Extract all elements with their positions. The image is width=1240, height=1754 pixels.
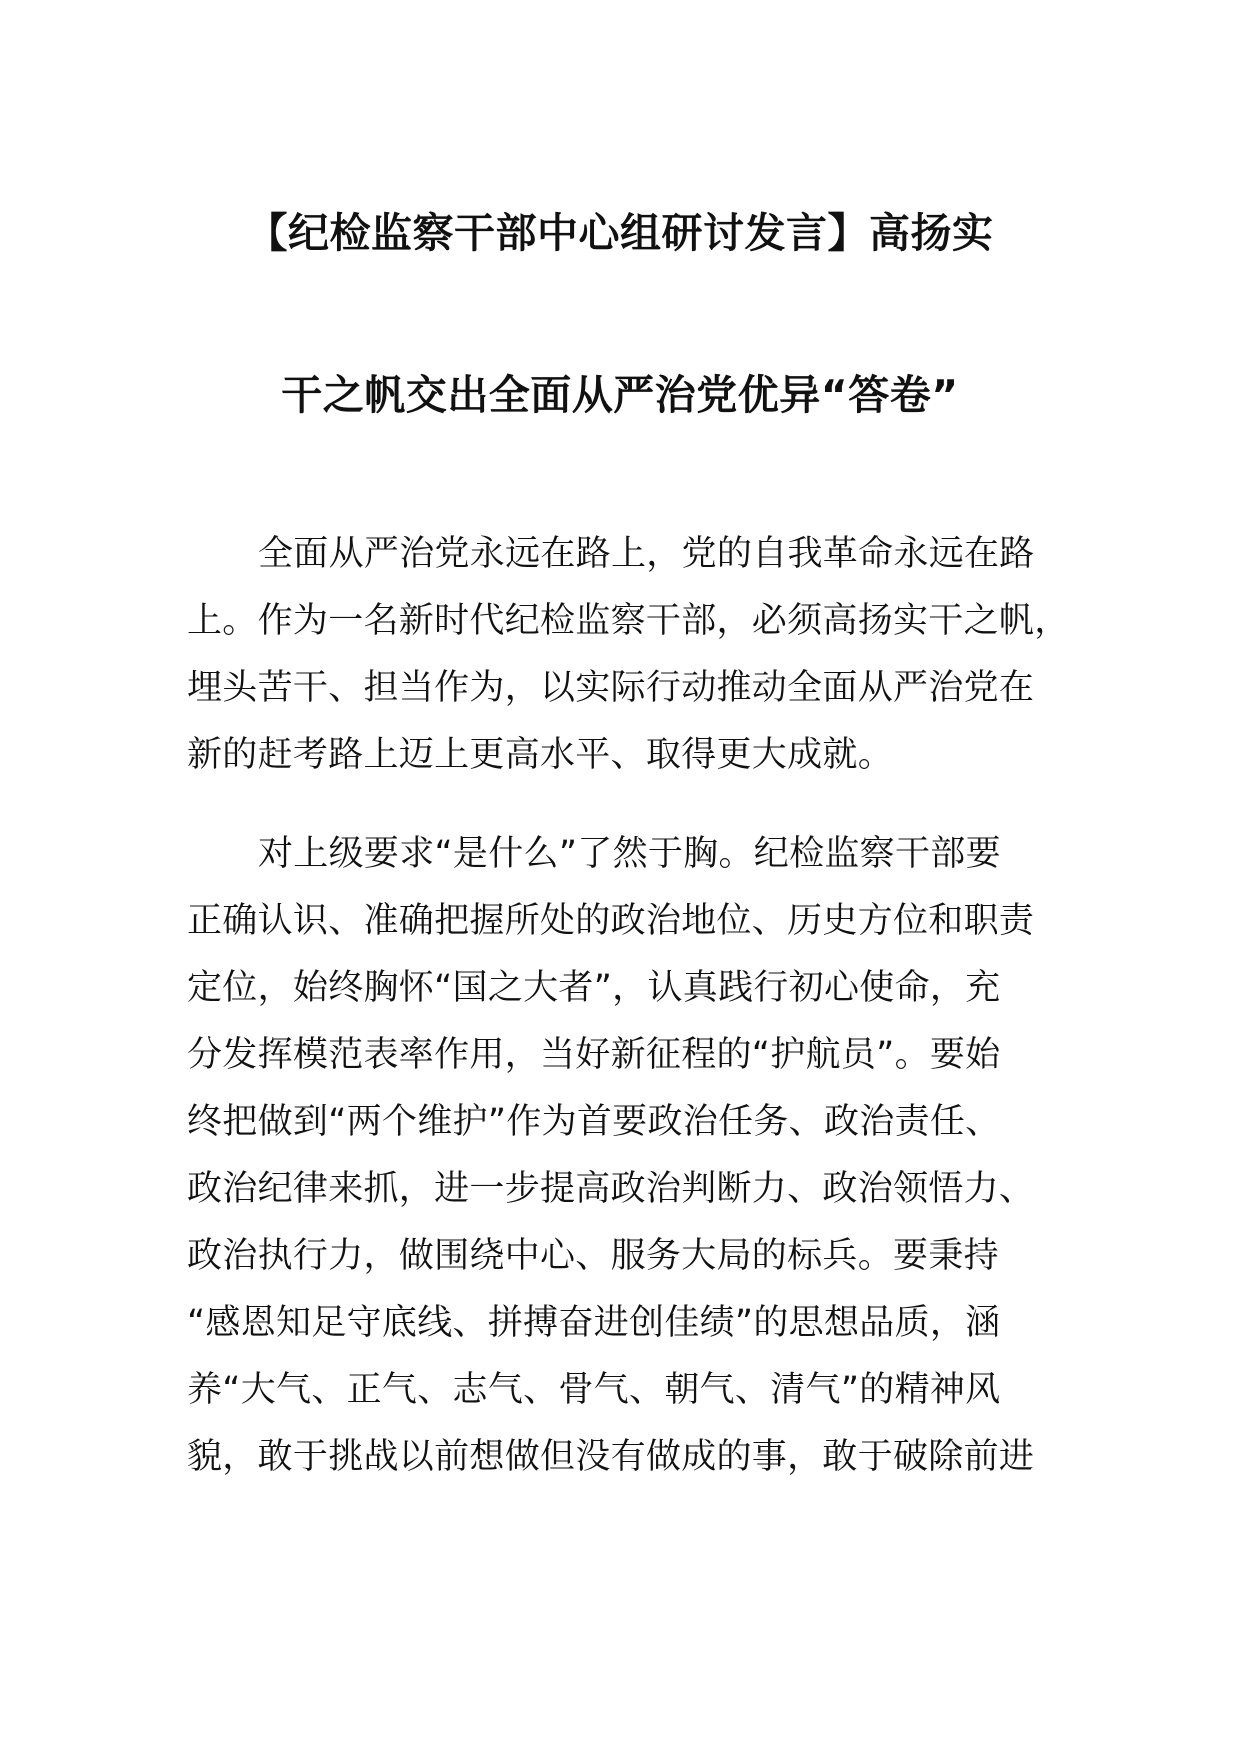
- body-line-10: 政治纪律来抓，进一步提高政治判断力、政治领悟力、: [187, 1169, 1035, 1209]
- document-title-line-1: 【纪检监察干部中心组研讨发言】高扬实: [246, 209, 994, 257]
- body-line-3: 埋头苦干、担当作为，以实际行动推动全面从严治党在: [187, 668, 1035, 708]
- body-line-9: 终把做到“两个维护”作为首要政治任务、政治责任、: [187, 1102, 1001, 1142]
- body-line-4: 新的赶考路上迈上更高水平、取得更大成就。: [187, 735, 894, 775]
- body-line-7: 定位，始终胸怀“国之大者”，认真践行初心使命，充: [187, 968, 1001, 1008]
- body-line-6: 正确认识、准确把握所处的政治地位、历史方位和职责: [187, 901, 1035, 941]
- document-title-line-2: 干之帆交出全面从严治党优异“答卷”: [281, 371, 959, 419]
- body-line-11: 政治执行力，做围绕中心、服务大局的标兵。要秉持: [187, 1236, 999, 1276]
- body-line-13: 养“大气、正气、志气、骨气、朝气、清气”的精神风: [187, 1370, 1001, 1410]
- body-line-5: 对上级要求“是什么”了然于胸。纪检监察干部要: [258, 834, 1001, 874]
- body-line-14: 貌，敢于挑战以前想做但没有做成的事，敢于破除前进: [187, 1437, 1035, 1477]
- body-line-8: 分发挥模范表率作用，当好新征程的“护航员”。要始: [187, 1035, 1001, 1075]
- body-line-2: 上。作为一名新时代纪检监察干部，必须高扬实干之帆，: [187, 601, 1070, 641]
- body-line-12: “感恩知足守底线、拼搏奋进创佳绩”的思想品质，涵: [187, 1303, 1001, 1343]
- body-line-1: 全面从严治党永远在路上，党的自我革命永远在路: [258, 534, 1035, 574]
